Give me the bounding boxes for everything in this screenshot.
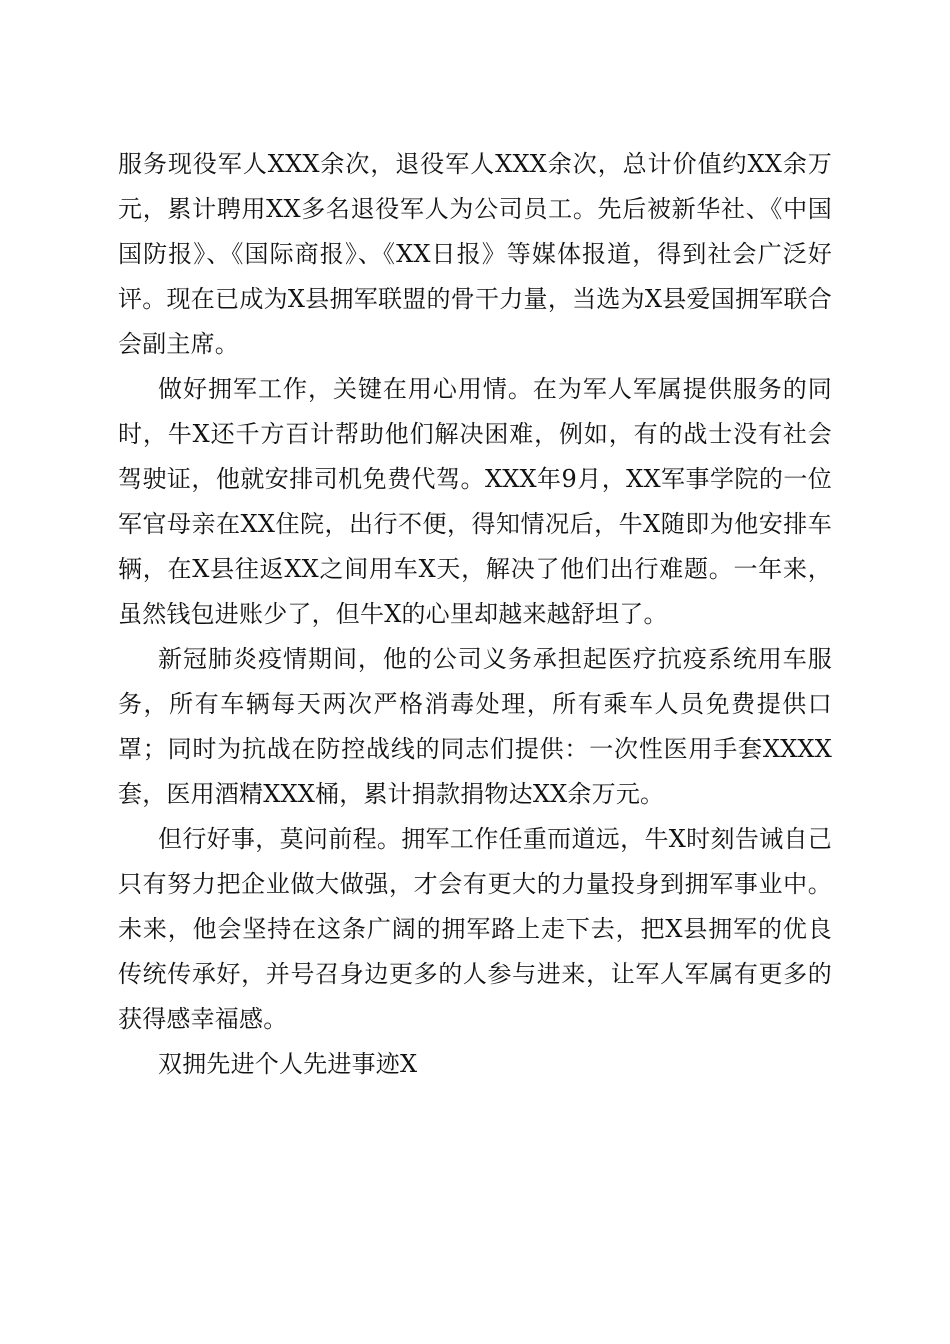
paragraph-epidemic-support: 新冠肺炎疫情期间，他的公司义务承担起医疗抗疫系统用车服务，所有车辆每天两次严格消毒处理，所有乘车人员免费提供口罩；同时为抗战在防控战线的同志们提供：一次性医用手套XXXX套，医用酒精XXX桶，累计捐款捐物达XX余万元。 [118, 645, 832, 808]
paragraph-care-and-help: 做好拥军工作，关键在用心用情。在为军人军属提供服务的同时，牛X还千方百计帮助他们解决困难，例如，有的战士没有社会驾驶证，他就安排司机免费代驾。XXX年9月，XX军事学院的一位军官母亲在XX住院，出行不便，得知情况后，牛X随即为他安排车辆，在X县往返XX之间用车X天，解决了他们出行难题。一年来，虽然钱包进账少了，但牛X的心里却越来越舒坦了。 [118, 375, 832, 628]
paragraph-future-commitment: 但行好事，莫问前程。拥军工作任重而道远，牛X时刻告诫自己只有努力把企业做大做强，才会有更大的力量投身到拥军事业中。未来，他会坚持在这条广阔的拥军路上走下去，把X县拥军的优良传统传承好，并号召身边更多的人参与进来，让军人军属有更多的获得感幸福感。 [118, 825, 832, 1033]
paragraph-service-summary: 服务现役军人XXX余次，退役军人XXX余次，总计价值约XX余万元，累计聘用XX多名退役军人为公司员工。先后被新华社、《中国国防报》、《国际商报》、《XX日报》等媒体报道，得到社会广泛好评。现在已成为X县拥军联盟的骨干力量，当选为X县爱国拥军联合会副主席。 [118, 150, 832, 358]
document-body [118, 142, 832, 1087]
section-heading: 双拥先进个人先进事迹X [158, 1050, 418, 1078]
